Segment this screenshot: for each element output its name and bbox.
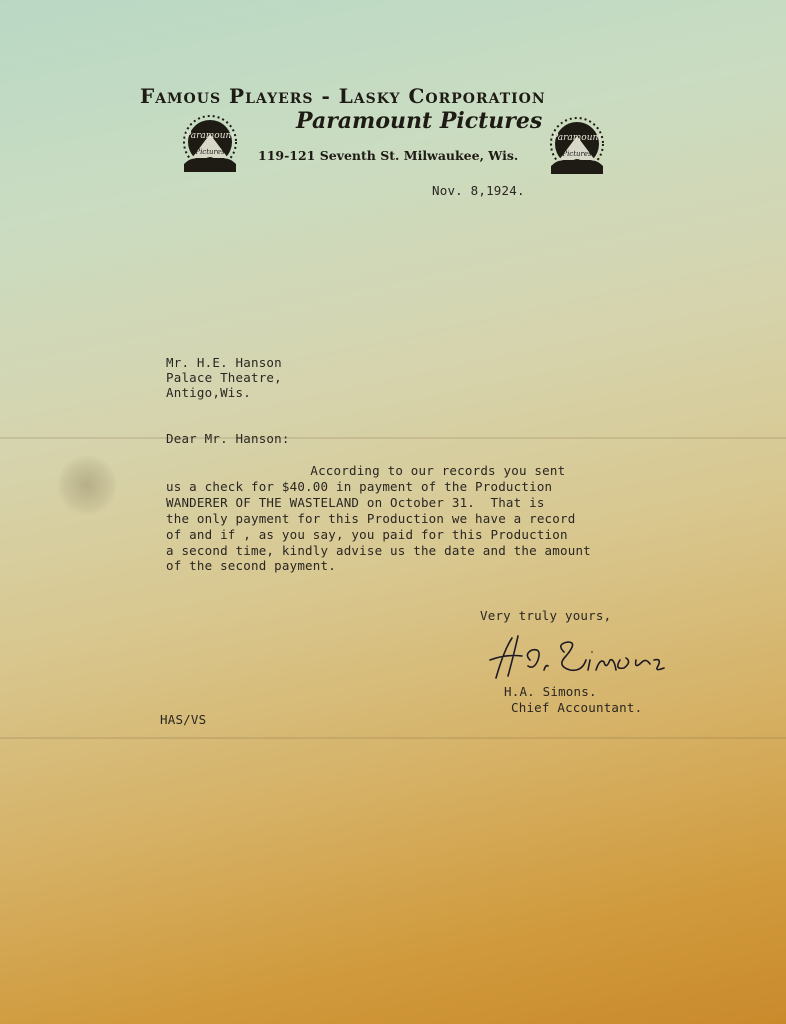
handwritten-signature <box>486 630 671 685</box>
company-name: Famous Players - Lasky Corporation <box>140 84 546 108</box>
body-line-5: of and if , as you say, you paid for this Production <box>166 527 568 542</box>
paramount-logo-icon <box>178 114 242 178</box>
paramount-logo-right-icon <box>545 116 609 180</box>
paper-stain <box>58 455 116 515</box>
reference-initials: HAS/VS <box>160 712 207 727</box>
closing: Very truly yours, <box>480 608 612 623</box>
signature-text: H.A. Simons <box>486 630 493 631</box>
signer-name: H.A. Simons. <box>504 684 597 699</box>
recipient-venue: Palace Theatre, <box>166 370 282 385</box>
body-line-1: According to our records you sent <box>264 463 566 478</box>
logo-right-text-top: Paramount <box>552 133 602 143</box>
logo-right-text-bottom: Pictures <box>562 150 592 158</box>
logo-text-top: Paramount <box>185 131 235 141</box>
fold-line-lower <box>0 737 786 739</box>
company-address: 119-121 Seventh St. Milwaukee, Wis. <box>258 148 519 163</box>
body-line-2: us a check for $40.00 in payment of the Production <box>166 479 553 494</box>
recipient-city: Antigo,Wis. <box>166 385 251 400</box>
fold-line-upper <box>0 437 786 439</box>
letter-date: Nov. 8,1924. <box>432 183 525 198</box>
body-line-4: the only payment for this Production we have a record <box>166 511 576 526</box>
body-line-3: WANDERER OF THE WASTELAND on October 31. That is <box>166 495 545 510</box>
brand-name: Paramount Pictures <box>296 108 543 134</box>
logo-text-bottom: Pictures <box>195 148 225 156</box>
signer-title: Chief Accountant. <box>511 700 643 715</box>
recipient-name: Mr. H.E. Hanson <box>166 355 282 370</box>
salutation: Dear Mr. Hanson: <box>166 431 290 446</box>
body-line-7: of the second payment. <box>166 558 336 573</box>
body-line-6: a second time, kindly advise us the date and the amount <box>166 543 591 558</box>
